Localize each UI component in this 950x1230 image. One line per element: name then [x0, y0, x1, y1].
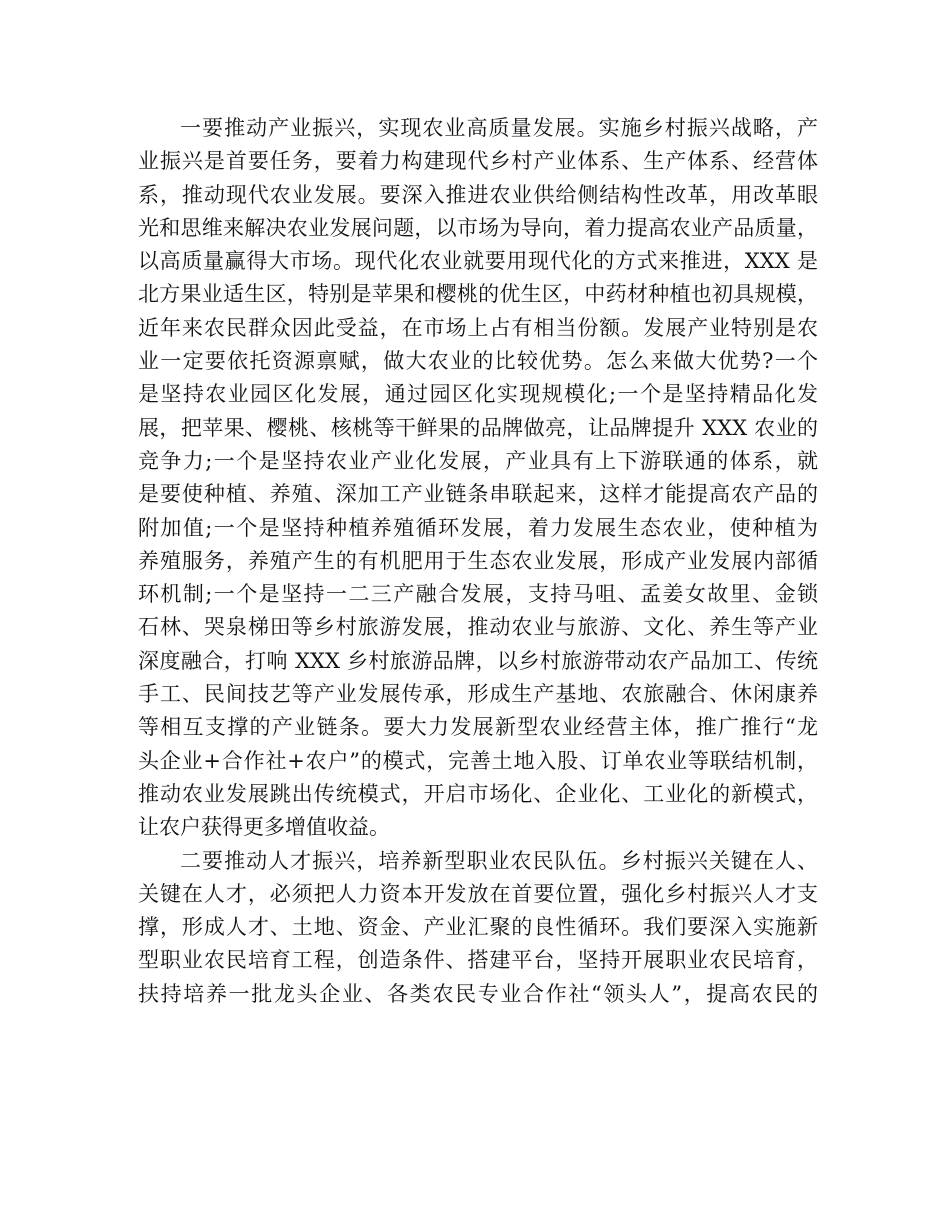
text-line: 头企业+合作社+农户”的模式，完善土地入股、订单农业等联结机制， — [138, 748, 818, 773]
text-line: 推动农业发展跳出传统模式，开启市场化、企业化、工业化的新模式， — [138, 781, 818, 806]
text-line: 光和思维来解决农业发展问题，以市场为导向，着力提高农业产品质量， — [138, 215, 818, 240]
text-line: 近年来农民群众因此受益，在市场上占有相当份额。发展产业特别是农 — [138, 315, 818, 340]
text-line: 让农户获得更多增值收益。 — [138, 815, 390, 840]
text-line: 展，把苹果、樱桃、核桃等干鲜果的品牌做亮，让品牌提升 XXX 农业的 — [138, 415, 818, 440]
body-text — [138, 112, 818, 1011]
text-line: 手工、民间技艺等产业发展传承，形成生产基地、农旅融合、休闲康养 — [138, 682, 818, 707]
text-line: 业一定要依托资源禀赋，做大农业的比较优势。怎么来做大优势?一个 — [138, 349, 818, 374]
text-line: 系，推动现代农业发展。要深入推进农业供给侧结构性改革，用改革眼 — [138, 182, 818, 207]
text-line: 是坚持农业园区化发展，通过园区化实现规模化;一个是坚持精品化发 — [138, 382, 818, 407]
text-line: 型职业农民培育工程，创造条件、搭建平台，坚持开展职业农民培育， — [138, 948, 818, 973]
text-line: 养殖服务，养殖产生的有机肥用于生态农业发展，形成产业发展内部循 — [138, 548, 818, 573]
text-line: 北方果业适生区，特别是苹果和樱桃的优生区，中药材种植也初具规模， — [138, 282, 818, 307]
text-line: 关键在人才，必须把人力资本开发放在首要位置，强化乡村振兴人才支 — [138, 881, 818, 906]
text-line: 环机制;一个是坚持一二三产融合发展，支持马咀、孟姜女故里、金锁 — [138, 582, 818, 607]
text-line: 深度融合，打响 XXX 乡村旅游品牌，以乡村旅游带动农产品加工、传统 — [138, 648, 818, 673]
text-line: 以高质量赢得大市场。现代化农业就要用现代化的方式来推进，XXX 是 — [138, 249, 818, 274]
paragraph-industry-revitalization — [138, 112, 818, 845]
text-line: 石林、哭泉梯田等乡村旅游发展，推动农业与旅游、文化、养生等产业 — [138, 615, 818, 640]
text-line: 一要推动产业振兴，实现农业高质量发展。实施乡村振兴战略，产 — [180, 116, 818, 140]
paragraph-talent-revitalization — [138, 845, 818, 1011]
text-line: 附加值;一个是坚持种植养殖循环发展，着力发展生态农业，使种植为 — [138, 515, 818, 540]
text-line: 是要使种植、养殖、深加工产业链条串联起来，这样才能提高农产品的 — [138, 482, 818, 507]
text-line: 等相互支撑的产业链条。要大力发展新型农业经营主体，推广推行“龙 — [138, 715, 818, 740]
text-line: 竞争力;一个是坚持农业产业化发展，产业具有上下游联通的体系，就 — [138, 448, 818, 473]
text-line: 撑，形成人才、土地、资金、产业汇聚的良性循环。我们要深入实施新 — [138, 915, 818, 940]
text-line: 二要推动人才振兴，培养新型职业农民队伍。乡村振兴关键在人、 — [180, 848, 818, 873]
text-line: 扶持培养一批龙头企业、各类农民专业合作社“领头人”，提高农民的 — [138, 981, 818, 1006]
text-line: 业振兴是首要任务，要着力构建现代乡村产业体系、生产体系、经营体 — [138, 149, 818, 174]
